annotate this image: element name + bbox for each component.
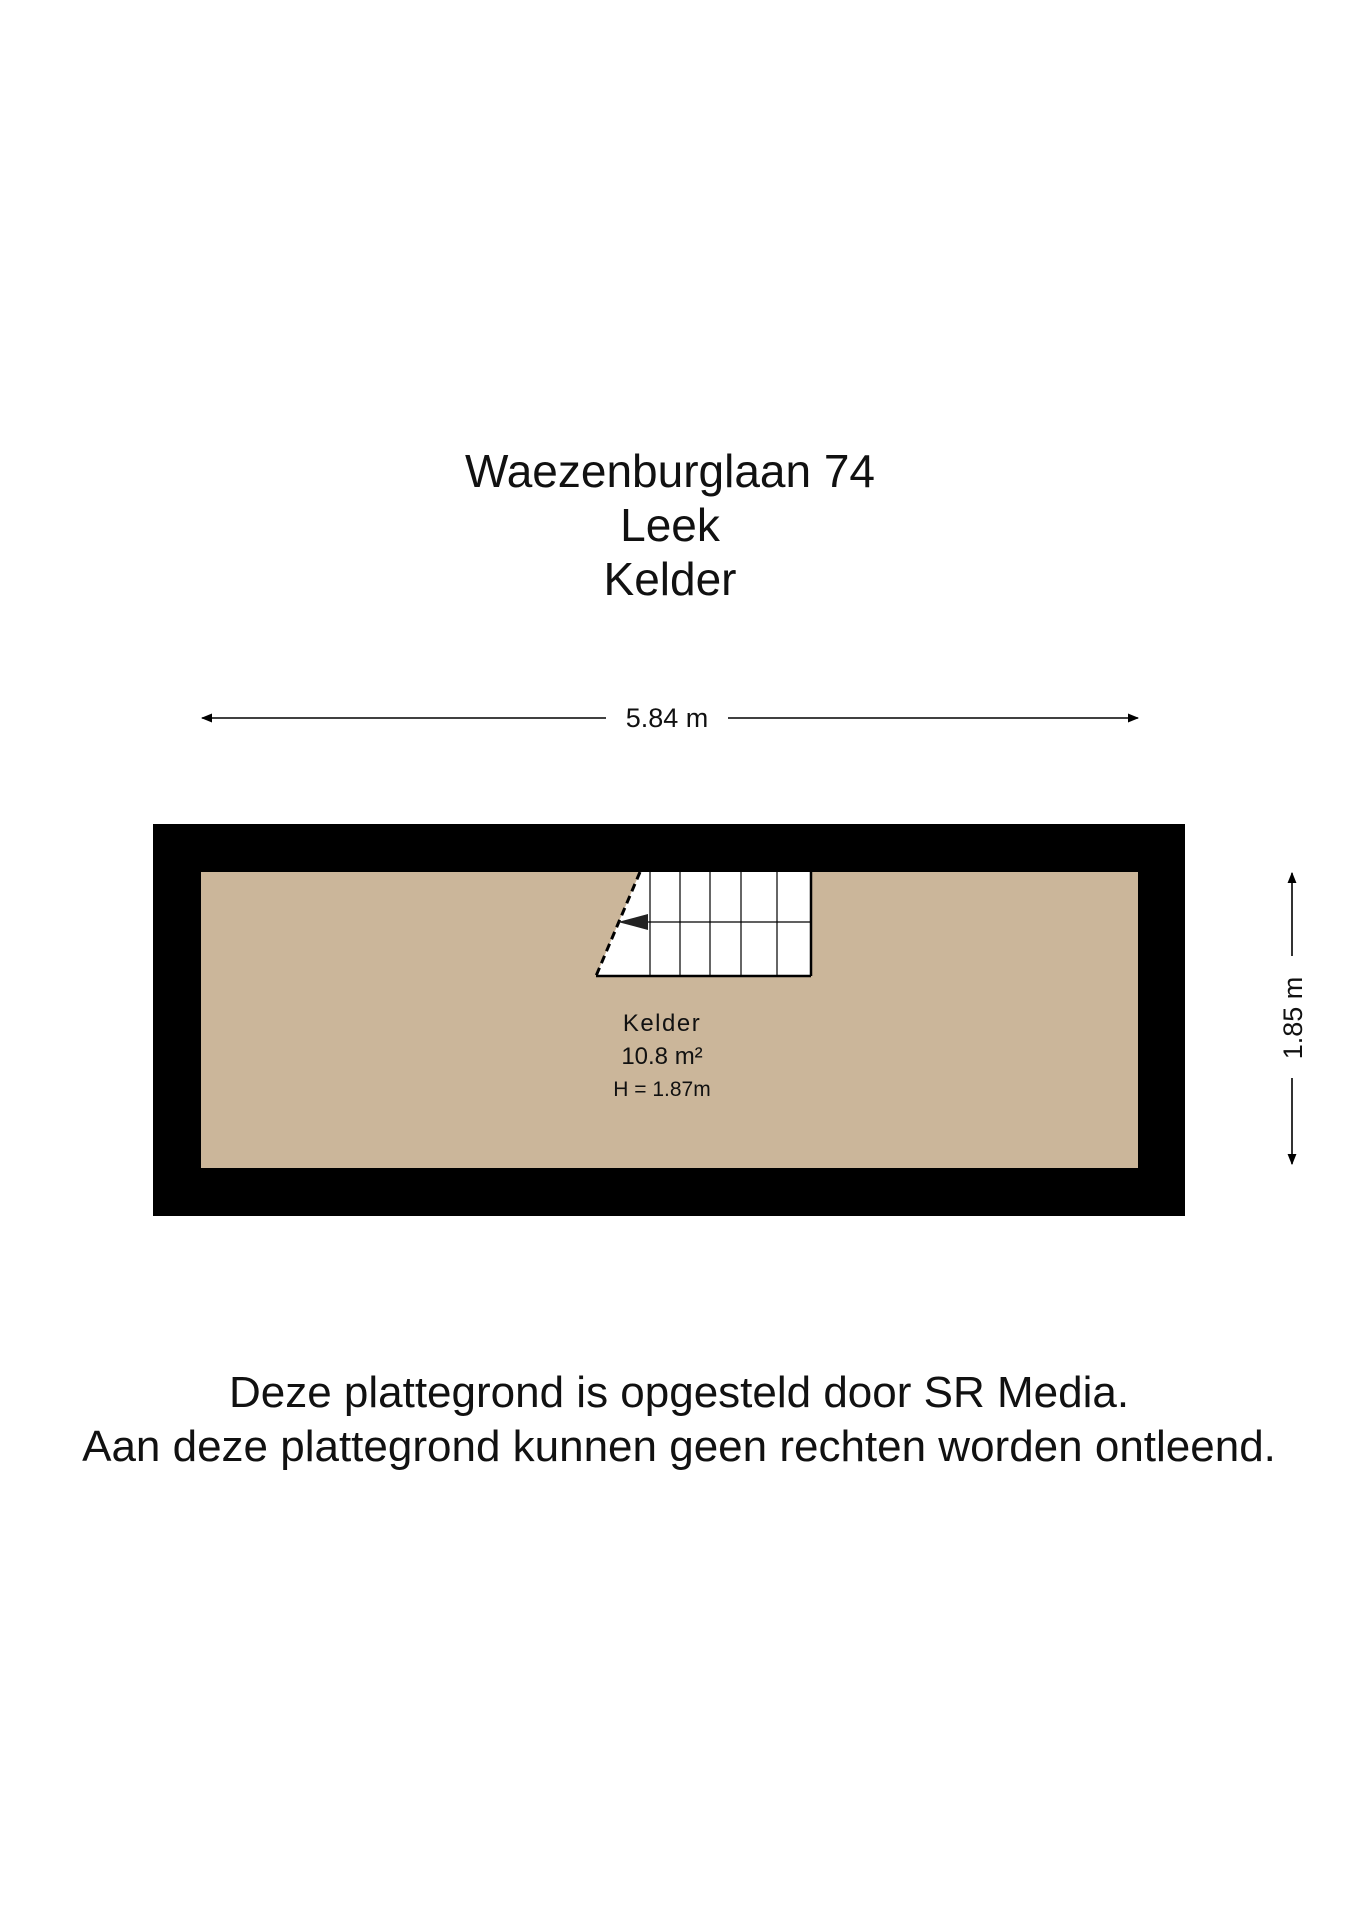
disclaimer (0, 1366, 1358, 1474)
room-height: H = 1.87m (613, 1078, 711, 1101)
room-name: Kelder (622, 1010, 702, 1037)
disclaimer-line-1: Deze plattegrond is opgesteld door SR Media. (228, 1368, 1130, 1417)
width-dimension (202, 703, 1138, 733)
floor-title: Kelder (603, 553, 737, 605)
disclaimer-line-2: Aan deze plattegrond kunnen geen rechten worden ontleend. (82, 1422, 1276, 1471)
city-title: Leek (620, 499, 720, 551)
room-area: 10.8 m² (621, 1043, 703, 1070)
room-label (613, 1010, 710, 1101)
depth-label: 1.85 m (1278, 976, 1308, 1060)
depth-dimension (1278, 873, 1308, 1164)
width-label: 5.84 m (625, 703, 709, 733)
address-title: Waezenburglaan 74 (464, 445, 876, 497)
